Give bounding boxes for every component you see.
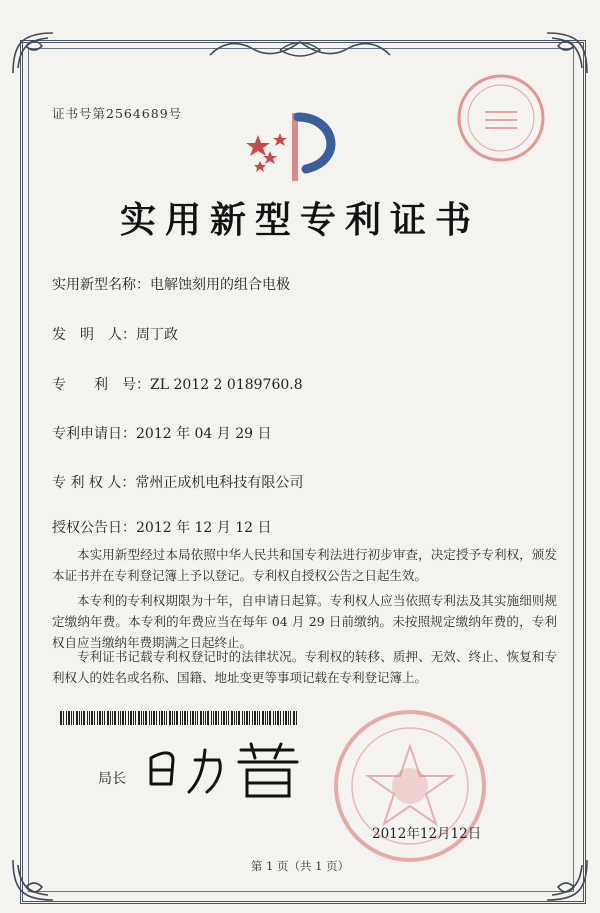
field-value: 周丁政 [136,327,178,343]
director-signature [143,740,308,800]
certificate-title: 实用新型专利证书 [119,199,480,241]
field-application-date [52,423,272,443]
field-value: 常州正成机电科技有限公司 [135,475,304,491]
field-value: 2012 年 12 月 12 日 [136,520,272,536]
field-patentee [52,472,303,492]
field-label: 专 利 号： [52,377,150,393]
field-label: 发 明 人： [52,327,136,343]
certificate-number: 证书号第2564689号 [52,106,183,121]
national-seal [330,706,490,866]
office-seal [455,72,547,164]
field-inventor [52,324,178,344]
top-scroll-ornament [200,30,400,70]
field-label: 专利申请日： [52,426,136,442]
field-value: ZL 2012 2 0189760.8 [150,377,303,393]
corner-ornament [542,28,592,78]
sipo-logo-icon [240,105,360,185]
body-paragraph: 专利证书记载专利权登记时的法律状况。专利权的转移、质押、无效、终止、恢复和专利权人的姓名或名称、国籍、地址变更等事项记载在专利登记簿上。 [52,649,557,685]
field-label: 授权公告日： [52,520,136,536]
field-value: 电解蚀刻用的组合电极 [150,277,290,293]
field-label: 实用新型名称： [52,277,150,293]
field-label: 专 利 权 人： [52,475,136,491]
issue-date: 2012年12月12日 [372,826,482,842]
field-value: 2012 年 04 月 29 日 [136,426,272,442]
field-announcement-date [52,517,272,537]
body-paragraph: 本专利的专利权期限为十年，自申请日起算。专利权人应当依照专利法及其实施细则规定缴纳年费。本专利的年费应当在每年 04 月 29 日前缴纳。未按照规定缴纳年费的，专利权自应当缴纳年费期满之日起终止。 [52,593,557,650]
field-utility-name [52,274,290,294]
barcode [60,711,300,725]
field-patent-number [52,374,303,394]
page-number: 第 1 页（共 1 页） [250,859,350,873]
body-paragraph: 本实用新型经过本局依照中华人民共和国专利法进行初步审查，决定授予专利权，颁发本证书并在专利登记簿上予以登记。专利权自授权公告之日起生效。 [52,547,557,583]
director-label: 局长 [98,771,126,787]
corner-ornament [8,28,58,78]
